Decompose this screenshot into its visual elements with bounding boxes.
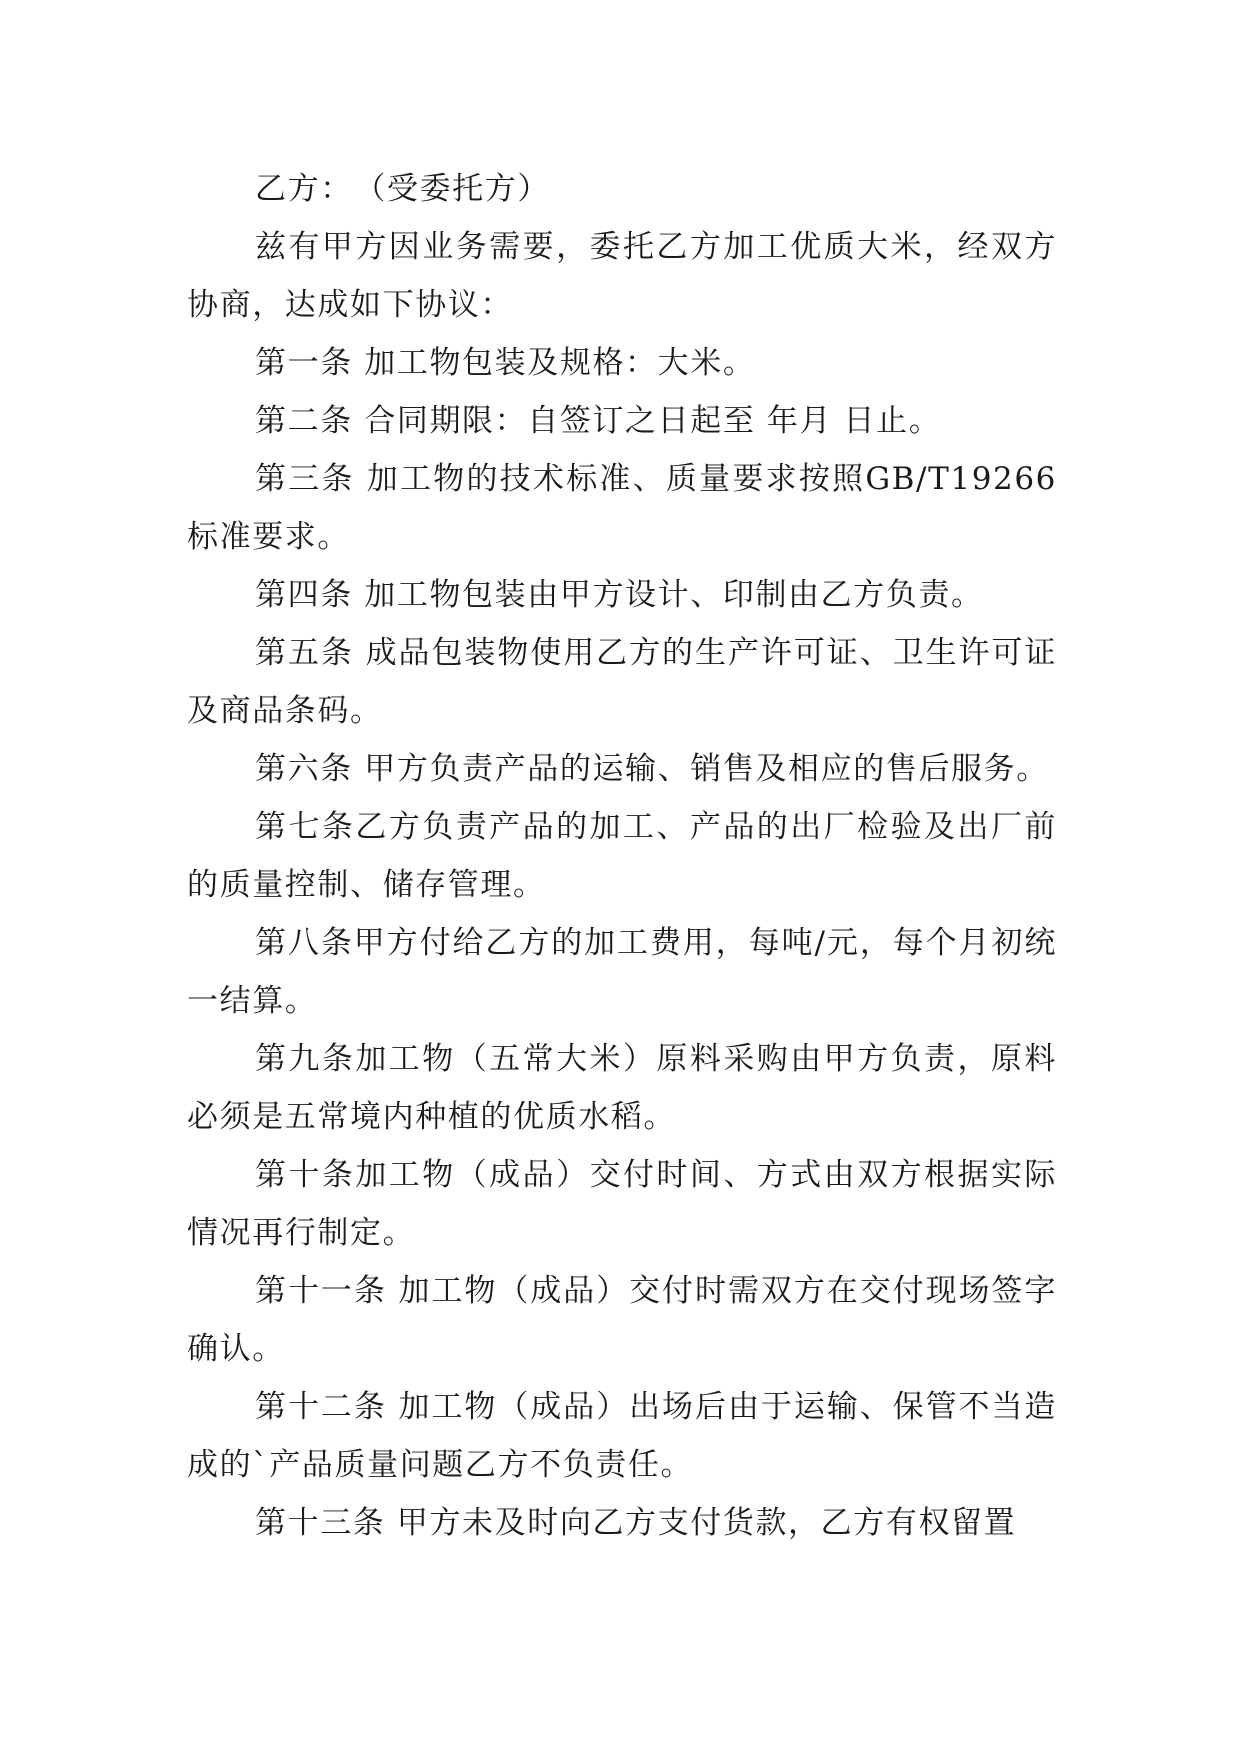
article-13: 第十三条 甲方未及时向乙方支付货款，乙方有权留置: [255, 1505, 1017, 1541]
article-12: 第十二条 加工物（成品）出场后由于运输、保管不当造成的`产品质量问题乙方不负责任。: [187, 1389, 1057, 1483]
article-11: 第十一条 加工物（成品）交付时需双方在交付现场签字确认。: [187, 1273, 1057, 1367]
article-5: 第五条 成品包装物使用乙方的生产许可证、卫生许可证及商品条码。: [187, 635, 1057, 729]
article-3: 第三条 加工物的技术标准、质量要求按照GB/T19266标准要求。: [187, 461, 1057, 555]
article-8: 第八条甲方付给乙方的加工费用，每吨/元，每个月初统一结算。: [187, 925, 1057, 1019]
article-6: 第六条 甲方负责产品的运输、销售及相应的售后服务。: [255, 751, 1049, 787]
document-body: [187, 160, 1057, 1552]
party-b-line: 乙方： （受委托方）: [255, 171, 550, 207]
article-7: 第七条乙方负责产品的加工、产品的出厂检验及出厂前的质量控制、储存管理。: [187, 809, 1057, 903]
article-2: 第二条 合同期限：自签订之日起至 年月 日止。: [255, 403, 942, 439]
article-4: 第四条 加工物包装由甲方设计、印制由乙方负责。: [255, 577, 984, 613]
preamble-paragraph: 兹有甲方因业务需要，委托乙方加工优质大米，经双方协商，达成如下协议：: [187, 229, 1057, 323]
article-10: 第十条加工物（成品）交付时间、方式由双方根据实际情况再行制定。: [187, 1157, 1057, 1251]
article-9: 第九条加工物（五常大米）原料采购由甲方负责，原料必须是五常境内种植的优质水稻。: [187, 1041, 1057, 1135]
article-1: 第一条 加工物包装及规格：大米。: [255, 345, 756, 381]
